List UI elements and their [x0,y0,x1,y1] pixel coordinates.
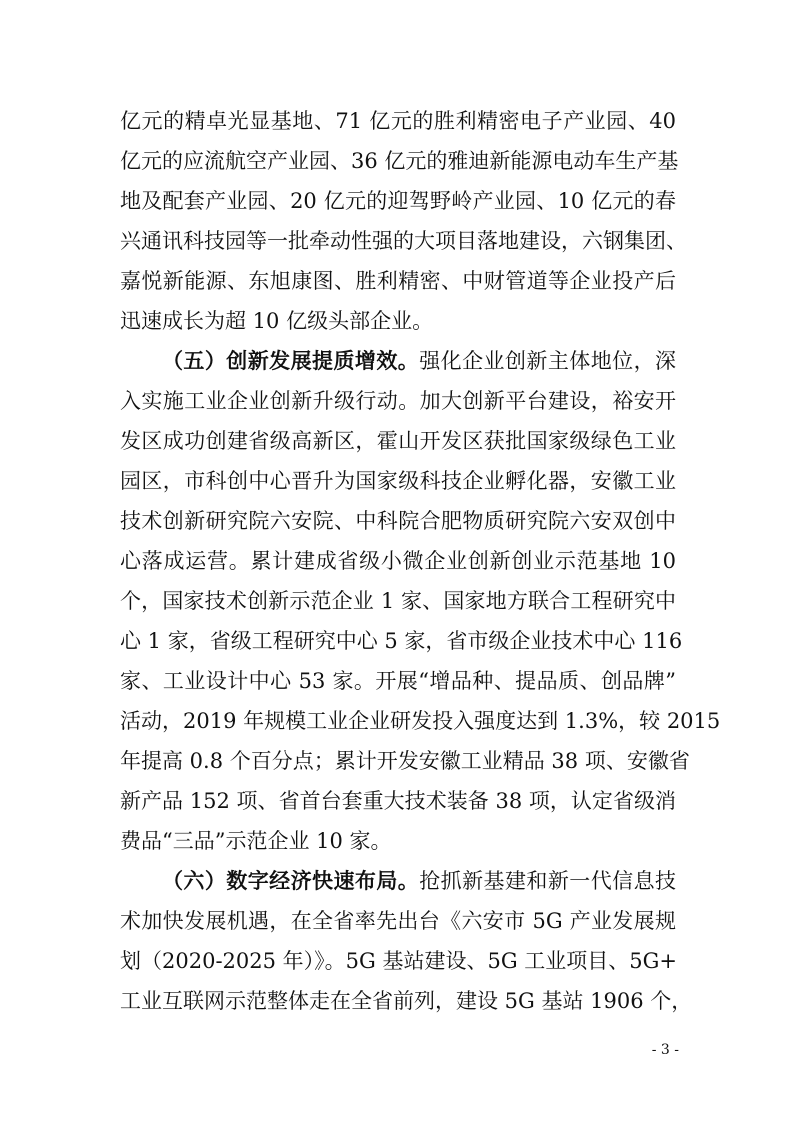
text-line: 划（2020-2025 年）》。5G 基站建设、5G 工业项目、5G+ [120,949,678,973]
page-number: - 3 - [651,1042,679,1058]
text-line: 活动，2019 年规模工业企业研发投入强度达到 1.3%，较 2015 [120,709,721,733]
text-line: 年提高 0.8 个百分点；累计开发安徽工业精品 38 项、安徽省 [120,749,690,773]
text-line: 嘉悦新能源、东旭康图、胜利精密、中财管道等企业投产后 [120,269,676,293]
text-line: 入实施工业企业创新升级行动。加大创新平台建设，裕安开 [120,389,676,413]
text-line: 亿元的精卓光显基地、71 亿元的胜利精密电子产业园、40 [120,109,676,133]
section-heading: （六）数字经济快速布局。 [162,868,420,893]
text-line: 新产品 152 项、省首台套重大技术装备 38 项，认定省级消 [120,789,676,813]
text-line: 心落成运营。累计建成省级小微企业创新创业示范基地 10 [120,549,676,573]
text-line: 迅速成长为超 10 亿级头部企业。 [120,309,434,333]
text-line: 园区，市科创中心晋升为国家级科技企业孵化器，安徽工业 [120,469,676,493]
text-line: 发区成功创建省级高新区，霍山开发区获批国家级绿色工业 [120,429,676,453]
text-line: 技术创新研究院六安院、中科院合肥物质研究院六安双创中 [120,509,676,533]
text-line: 心 1 家，省级工程研究中心 5 家，省市级企业技术中心 116 [120,629,683,653]
text-run: 强化企业创新主体地位，深 [419,349,677,373]
text-line: 亿元的应流航空产业园、36 亿元的雅迪新能源电动车生产基 [120,149,679,173]
text-line: 费品“三品”示范企业 10 家。 [120,829,392,853]
text-line: 术加快发展机遇，在全省率先出台《六安市 5G 产业发展规 [120,909,676,933]
text-line: 家、工业设计中心 53 家。开展“增品种、提品质、创品牌” [120,669,676,693]
text-line: 个，国家技术创新示范企业 1 家、国家地方联合工程研究中 [120,589,676,613]
paragraph-first-line [162,861,676,901]
text-line: 地及配套产业园、20 亿元的迎驾野岭产业园、10 亿元的春 [120,189,676,213]
text-line: 工业互联网示范整体走在全省前列，建设 5G 基站 1906 个， [120,989,693,1013]
paragraph-first-line [162,341,676,381]
section-heading: （五）创新发展提质增效。 [162,348,420,373]
text-run: 抢抓新基建和新一代信息技 [419,869,677,893]
text-line: 兴通讯科技园等一批牵动性强的大项目落地建设，六钢集团、 [120,229,687,253]
